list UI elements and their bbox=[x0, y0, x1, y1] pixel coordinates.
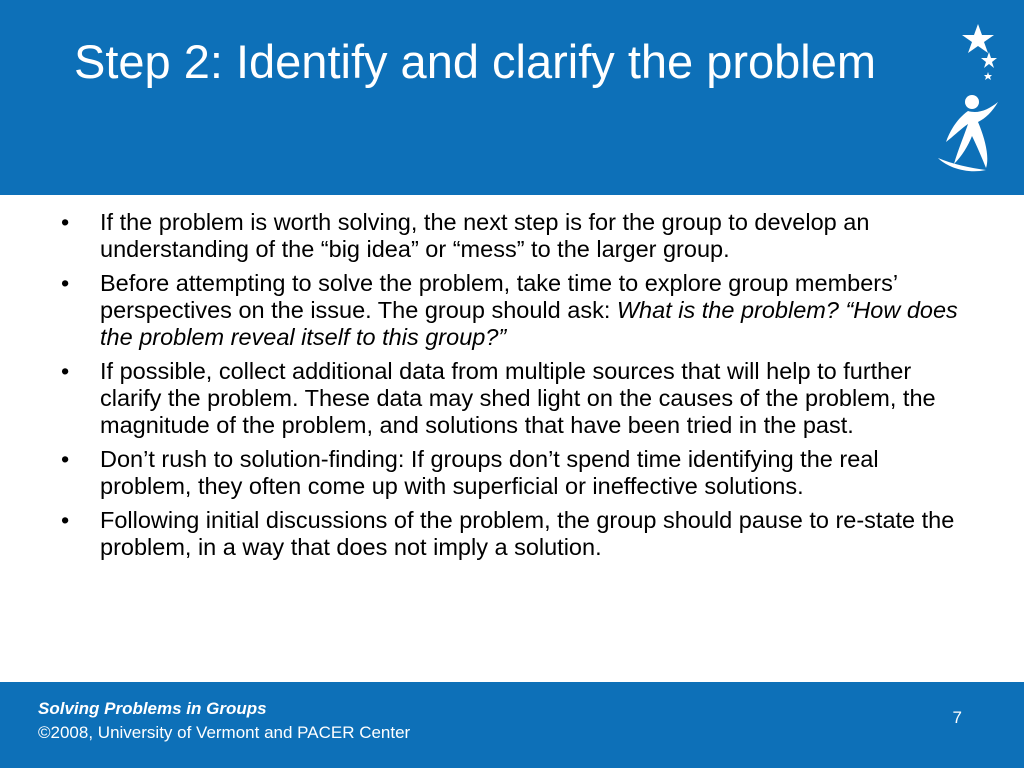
footer-bar bbox=[0, 682, 1024, 768]
bullet-text: If the problem is worth solving, the next step is for the group to develop an understanding of the “big idea” or “mess” to the larger group. bbox=[100, 209, 870, 262]
bullet-list-container bbox=[55, 209, 970, 568]
title-banner bbox=[0, 0, 1024, 195]
bullet-marker: • bbox=[61, 209, 70, 235]
bullet-text: If possible, collect additional data from multiple sources that will help to further clarify the problem. These data may shed light on the causes of the problem, the magnitude of the problem, and solutions that have been tried in the past. bbox=[100, 358, 936, 438]
footer-title: Solving Problems in Groups bbox=[38, 699, 267, 718]
bullet-item bbox=[55, 507, 970, 561]
bullet-text: Don’t rush to solution-finding: If groups don’t spend time identifying the real problem, they often come up with superficial or ineffective solutions. bbox=[100, 446, 879, 499]
bullet-item bbox=[55, 270, 970, 351]
bullet-marker: • bbox=[61, 446, 70, 472]
stars-figure-logo-icon bbox=[928, 18, 1006, 182]
bullet-marker: • bbox=[61, 358, 70, 384]
bullet-marker: • bbox=[61, 507, 70, 533]
footer-copyright: ©2008, University of Vermont and PACER Center bbox=[38, 723, 411, 742]
bullet-text-italic: What is the problem? “How does the problem reveal itself to this group?” bbox=[100, 297, 958, 350]
bullet-list bbox=[55, 209, 970, 561]
bullet-marker: • bbox=[61, 270, 70, 296]
bullet-item bbox=[55, 358, 970, 439]
page-number: 7 bbox=[952, 708, 962, 727]
bullet-item bbox=[55, 446, 970, 500]
bullet-item bbox=[55, 209, 970, 263]
slide-title: Step 2: Identify and clarify the problem bbox=[73, 35, 877, 88]
bullet-text: Before attempting to solve the problem, take time to explore group members’ perspectives on the issue. The group should ask: bbox=[100, 270, 898, 323]
bullet-text: Following initial discussions of the problem, the group should pause to re-state the problem, in a way that does not imply a solution. bbox=[100, 507, 955, 560]
